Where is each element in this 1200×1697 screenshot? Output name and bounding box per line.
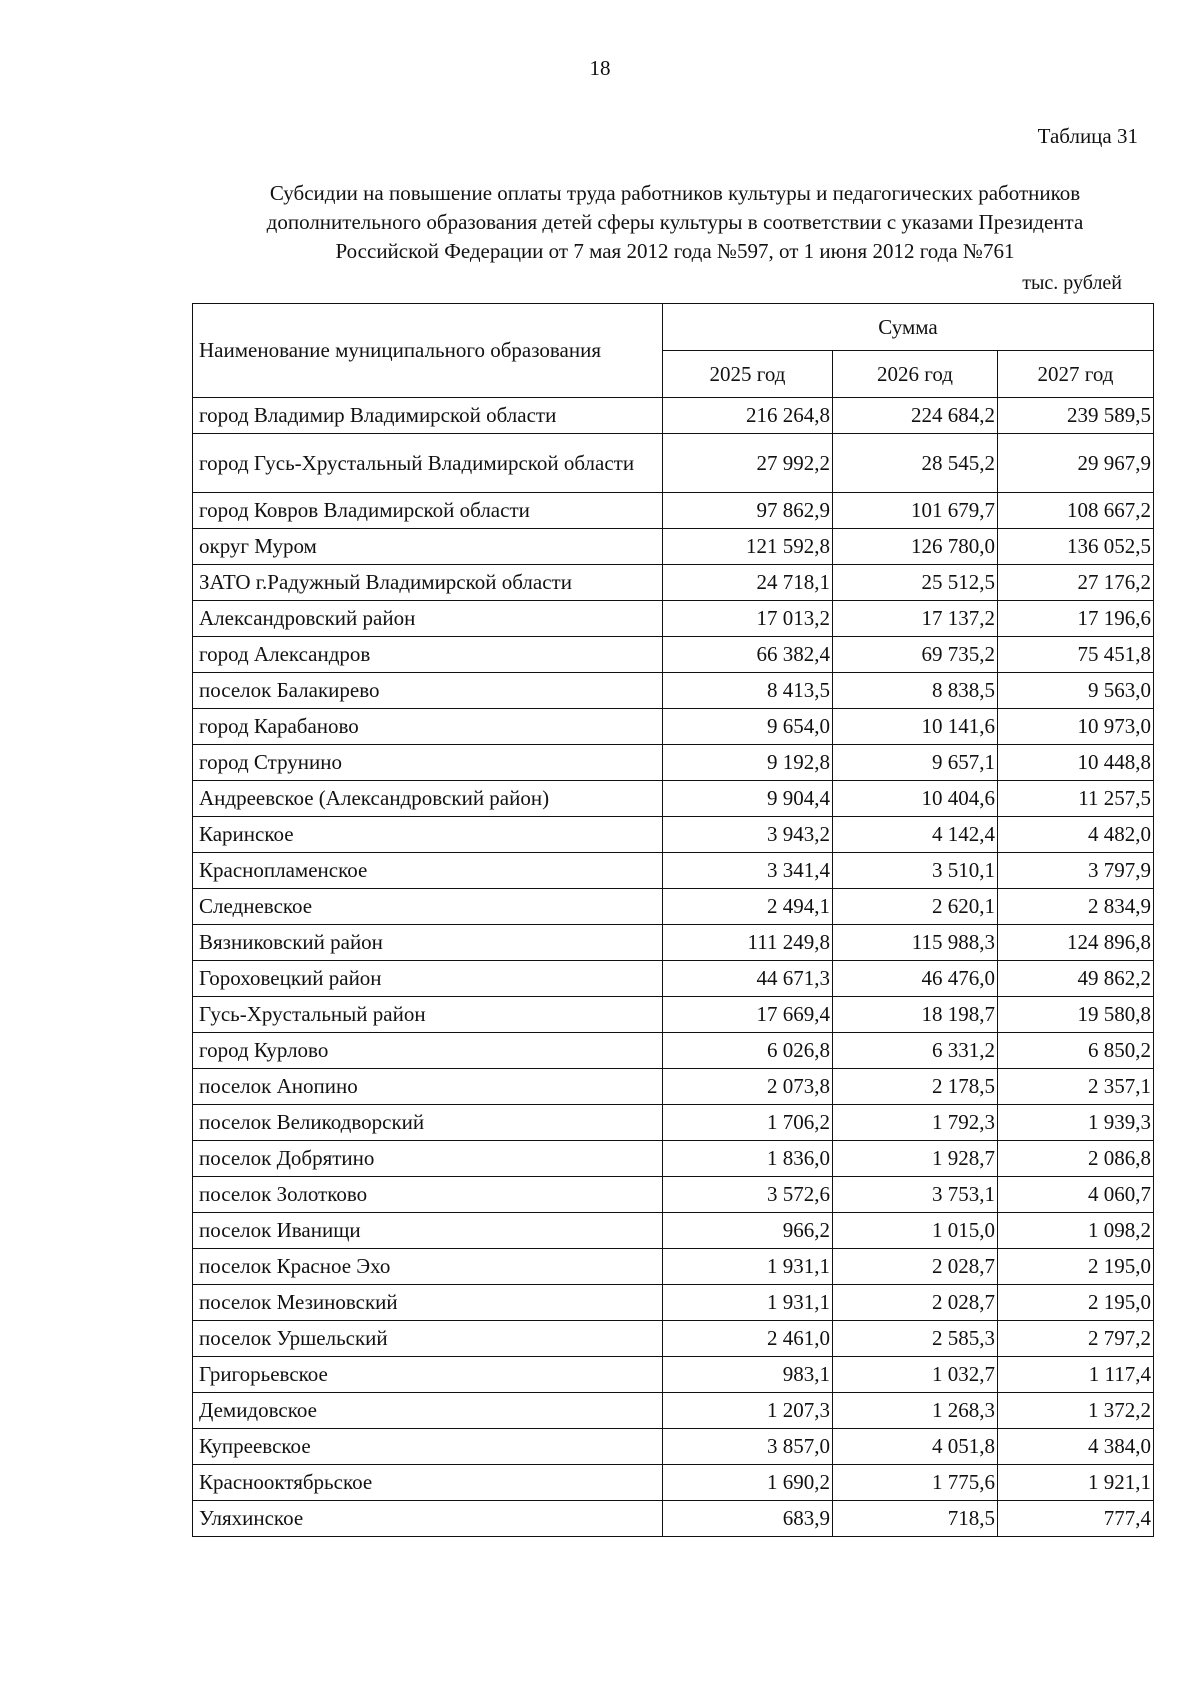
title-line: дополнительного образования детей сферы культуры в соответствии с указами Президента [266, 210, 1084, 234]
value-2026-cell: 4 142,4 [833, 817, 998, 853]
value-2027-cell: 108 667,2 [998, 493, 1154, 529]
municipality-cell: ЗАТО г.Радужный Владимирской области [193, 565, 663, 601]
value-2025-cell: 111 249,8 [663, 925, 833, 961]
value-2026-cell: 8 838,5 [833, 673, 998, 709]
value-2026-cell: 3 753,1 [833, 1177, 998, 1213]
municipality-cell: Краснооктябрьское [193, 1465, 663, 1501]
value-2025-cell: 24 718,1 [663, 565, 833, 601]
municipality-cell: Купреевское [193, 1429, 663, 1465]
value-2026-cell: 718,5 [833, 1501, 998, 1537]
value-2025-cell: 17 669,4 [663, 997, 833, 1033]
value-2026-cell: 9 657,1 [833, 745, 998, 781]
value-2027-cell: 3 797,9 [998, 853, 1154, 889]
municipality-cell: поселок Балакирево [193, 673, 663, 709]
value-2027-cell: 27 176,2 [998, 565, 1154, 601]
value-2026-cell: 2 178,5 [833, 1069, 998, 1105]
municipality-cell: поселок Добрятино [193, 1141, 663, 1177]
table-row [193, 1465, 1154, 1501]
title-line: Российской Федерации от 7 мая 2012 года №597, от 1 июня 2012 года №761 [335, 239, 1015, 263]
municipality-cell: поселок Красное Эхо [193, 1249, 663, 1285]
municipality-cell: округ Муром [193, 529, 663, 565]
municipality-cell: Александровский район [193, 601, 663, 637]
value-2026-cell: 69 735,2 [833, 637, 998, 673]
value-2025-cell: 66 382,4 [663, 637, 833, 673]
value-2026-cell: 17 137,2 [833, 601, 998, 637]
value-2027-cell: 10 448,8 [998, 745, 1154, 781]
municipality-cell: Вязниковский район [193, 925, 663, 961]
value-2026-cell: 1 792,3 [833, 1105, 998, 1141]
table-row [193, 889, 1154, 925]
value-2027-cell: 2 086,8 [998, 1141, 1154, 1177]
value-2027-cell: 2 357,1 [998, 1069, 1154, 1105]
value-2027-cell: 1 939,3 [998, 1105, 1154, 1141]
table-row [193, 853, 1154, 889]
municipality-cell: поселок Мезиновский [193, 1285, 663, 1321]
value-2026-cell: 1 928,7 [833, 1141, 998, 1177]
table-row [193, 709, 1154, 745]
header-year-2027: 2027 год [998, 351, 1154, 398]
table-row [193, 745, 1154, 781]
value-2025-cell: 8 413,5 [663, 673, 833, 709]
table-row [193, 1501, 1154, 1537]
table-row [193, 434, 1154, 493]
value-2025-cell: 2 073,8 [663, 1069, 833, 1105]
municipality-cell: город Гусь-Хрустальный Владимирской области [193, 434, 663, 493]
value-2026-cell: 10 404,6 [833, 781, 998, 817]
municipality-cell: Каринское [193, 817, 663, 853]
value-2026-cell: 1 775,6 [833, 1465, 998, 1501]
subsidies-table [192, 303, 1154, 1537]
value-2025-cell: 121 592,8 [663, 529, 833, 565]
table-row [193, 1321, 1154, 1357]
value-2027-cell: 4 384,0 [998, 1429, 1154, 1465]
value-2025-cell: 2 494,1 [663, 889, 833, 925]
value-2026-cell: 28 545,2 [833, 434, 998, 493]
value-2027-cell: 19 580,8 [998, 997, 1154, 1033]
value-2025-cell: 1 690,2 [663, 1465, 833, 1501]
value-2025-cell: 683,9 [663, 1501, 833, 1537]
value-2025-cell: 3 572,6 [663, 1177, 833, 1213]
value-2026-cell: 126 780,0 [833, 529, 998, 565]
value-2027-cell: 49 862,2 [998, 961, 1154, 997]
value-2027-cell: 6 850,2 [998, 1033, 1154, 1069]
municipality-cell: город Карабаново [193, 709, 663, 745]
value-2025-cell: 216 264,8 [663, 398, 833, 434]
table-row [193, 1357, 1154, 1393]
table-row [193, 565, 1154, 601]
value-2027-cell: 136 052,5 [998, 529, 1154, 565]
header-sum: Сумма [663, 304, 1154, 351]
value-2027-cell: 17 196,6 [998, 601, 1154, 637]
table-row [193, 1141, 1154, 1177]
value-2025-cell: 6 026,8 [663, 1033, 833, 1069]
municipality-cell: поселок Уршельский [193, 1321, 663, 1357]
value-2026-cell: 2 585,3 [833, 1321, 998, 1357]
value-2026-cell: 2 028,7 [833, 1249, 998, 1285]
table-row [193, 1285, 1154, 1321]
municipality-cell: Уляхинское [193, 1501, 663, 1537]
table-row [193, 817, 1154, 853]
header-year-2025: 2025 год [663, 351, 833, 398]
value-2026-cell: 101 679,7 [833, 493, 998, 529]
table-row [193, 997, 1154, 1033]
value-2027-cell: 1 098,2 [998, 1213, 1154, 1249]
value-2025-cell: 1 931,1 [663, 1249, 833, 1285]
value-2026-cell: 1 032,7 [833, 1357, 998, 1393]
value-2027-cell: 2 195,0 [998, 1285, 1154, 1321]
value-2025-cell: 2 461,0 [663, 1321, 833, 1357]
table-row [193, 1033, 1154, 1069]
table-row [193, 1105, 1154, 1141]
value-2026-cell: 10 141,6 [833, 709, 998, 745]
value-2027-cell: 1 372,2 [998, 1393, 1154, 1429]
header-municipality: Наименование муниципального образования [193, 304, 663, 398]
municipality-cell: поселок Анопино [193, 1069, 663, 1105]
table-row [193, 637, 1154, 673]
value-2026-cell: 6 331,2 [833, 1033, 998, 1069]
value-2026-cell: 3 510,1 [833, 853, 998, 889]
value-2027-cell: 75 451,8 [998, 637, 1154, 673]
municipality-cell: поселок Великодворский [193, 1105, 663, 1141]
municipality-cell: Андреевское (Александровский район) [193, 781, 663, 817]
value-2027-cell: 9 563,0 [998, 673, 1154, 709]
value-2027-cell: 2 797,2 [998, 1321, 1154, 1357]
table-row [193, 961, 1154, 997]
value-2027-cell: 777,4 [998, 1501, 1154, 1537]
municipality-cell: город Владимир Владимирской области [193, 398, 663, 434]
municipality-cell: Демидовское [193, 1393, 663, 1429]
value-2026-cell: 224 684,2 [833, 398, 998, 434]
value-2027-cell: 1 117,4 [998, 1357, 1154, 1393]
value-2027-cell: 4 060,7 [998, 1177, 1154, 1213]
municipality-cell: Следневское [193, 889, 663, 925]
value-2026-cell: 4 051,8 [833, 1429, 998, 1465]
value-2025-cell: 17 013,2 [663, 601, 833, 637]
value-2027-cell: 4 482,0 [998, 817, 1154, 853]
table-row [193, 781, 1154, 817]
municipality-cell: Гусь-Хрустальный район [193, 997, 663, 1033]
municipality-cell: Гороховецкий район [193, 961, 663, 997]
municipality-cell: город Струнино [193, 745, 663, 781]
units-label: тыс. рублей [1022, 272, 1122, 294]
value-2025-cell: 1 706,2 [663, 1105, 833, 1141]
value-2025-cell: 1 836,0 [663, 1141, 833, 1177]
value-2027-cell: 29 967,9 [998, 434, 1154, 493]
value-2025-cell: 3 341,4 [663, 853, 833, 889]
value-2027-cell: 10 973,0 [998, 709, 1154, 745]
municipality-cell: поселок Иванищи [193, 1213, 663, 1249]
page-number: 18 [589, 56, 611, 80]
value-2025-cell: 3 857,0 [663, 1429, 833, 1465]
municipality-cell: поселок Золотково [193, 1177, 663, 1213]
municipality-cell: город Александров [193, 637, 663, 673]
value-2027-cell: 2 834,9 [998, 889, 1154, 925]
municipality-cell: Краснопламенское [193, 853, 663, 889]
table-row [193, 1177, 1154, 1213]
value-2027-cell: 11 257,5 [998, 781, 1154, 817]
municipality-cell: город Ковров Владимирской области [193, 493, 663, 529]
municipality-cell: Григорьевское [193, 1357, 663, 1393]
value-2026-cell: 25 512,5 [833, 565, 998, 601]
value-2025-cell: 9 192,8 [663, 745, 833, 781]
table-body [193, 398, 1154, 1537]
value-2025-cell: 97 862,9 [663, 493, 833, 529]
table-row [193, 925, 1154, 961]
table-row [193, 673, 1154, 709]
table-row [193, 1393, 1154, 1429]
table-row [193, 398, 1154, 434]
header-year-2026: 2026 год [833, 351, 998, 398]
value-2026-cell: 115 988,3 [833, 925, 998, 961]
value-2025-cell: 27 992,2 [663, 434, 833, 493]
value-2026-cell: 18 198,7 [833, 997, 998, 1033]
value-2026-cell: 2 028,7 [833, 1285, 998, 1321]
value-2025-cell: 9 654,0 [663, 709, 833, 745]
value-2025-cell: 1 207,3 [663, 1393, 833, 1429]
value-2027-cell: 239 589,5 [998, 398, 1154, 434]
table-row [193, 493, 1154, 529]
table-row [193, 1069, 1154, 1105]
table-row [193, 601, 1154, 637]
value-2025-cell: 966,2 [663, 1213, 833, 1249]
table-row [193, 1213, 1154, 1249]
value-2027-cell: 124 896,8 [998, 925, 1154, 961]
value-2027-cell: 1 921,1 [998, 1465, 1154, 1501]
table-row [193, 1429, 1154, 1465]
value-2026-cell: 2 620,1 [833, 889, 998, 925]
value-2025-cell: 1 931,1 [663, 1285, 833, 1321]
table-row [193, 529, 1154, 565]
table-row [193, 1249, 1154, 1285]
value-2025-cell: 44 671,3 [663, 961, 833, 997]
value-2026-cell: 1 268,3 [833, 1393, 998, 1429]
document-title [180, 179, 1170, 266]
value-2025-cell: 983,1 [663, 1357, 833, 1393]
table-label: Таблица 31 [1037, 124, 1138, 148]
value-2025-cell: 3 943,2 [663, 817, 833, 853]
title-line: Субсидии на повышение оплаты труда работников культуры и педагогических работников [269, 181, 1081, 205]
value-2025-cell: 9 904,4 [663, 781, 833, 817]
municipality-cell: город Курлово [193, 1033, 663, 1069]
value-2026-cell: 46 476,0 [833, 961, 998, 997]
value-2027-cell: 2 195,0 [998, 1249, 1154, 1285]
value-2026-cell: 1 015,0 [833, 1213, 998, 1249]
